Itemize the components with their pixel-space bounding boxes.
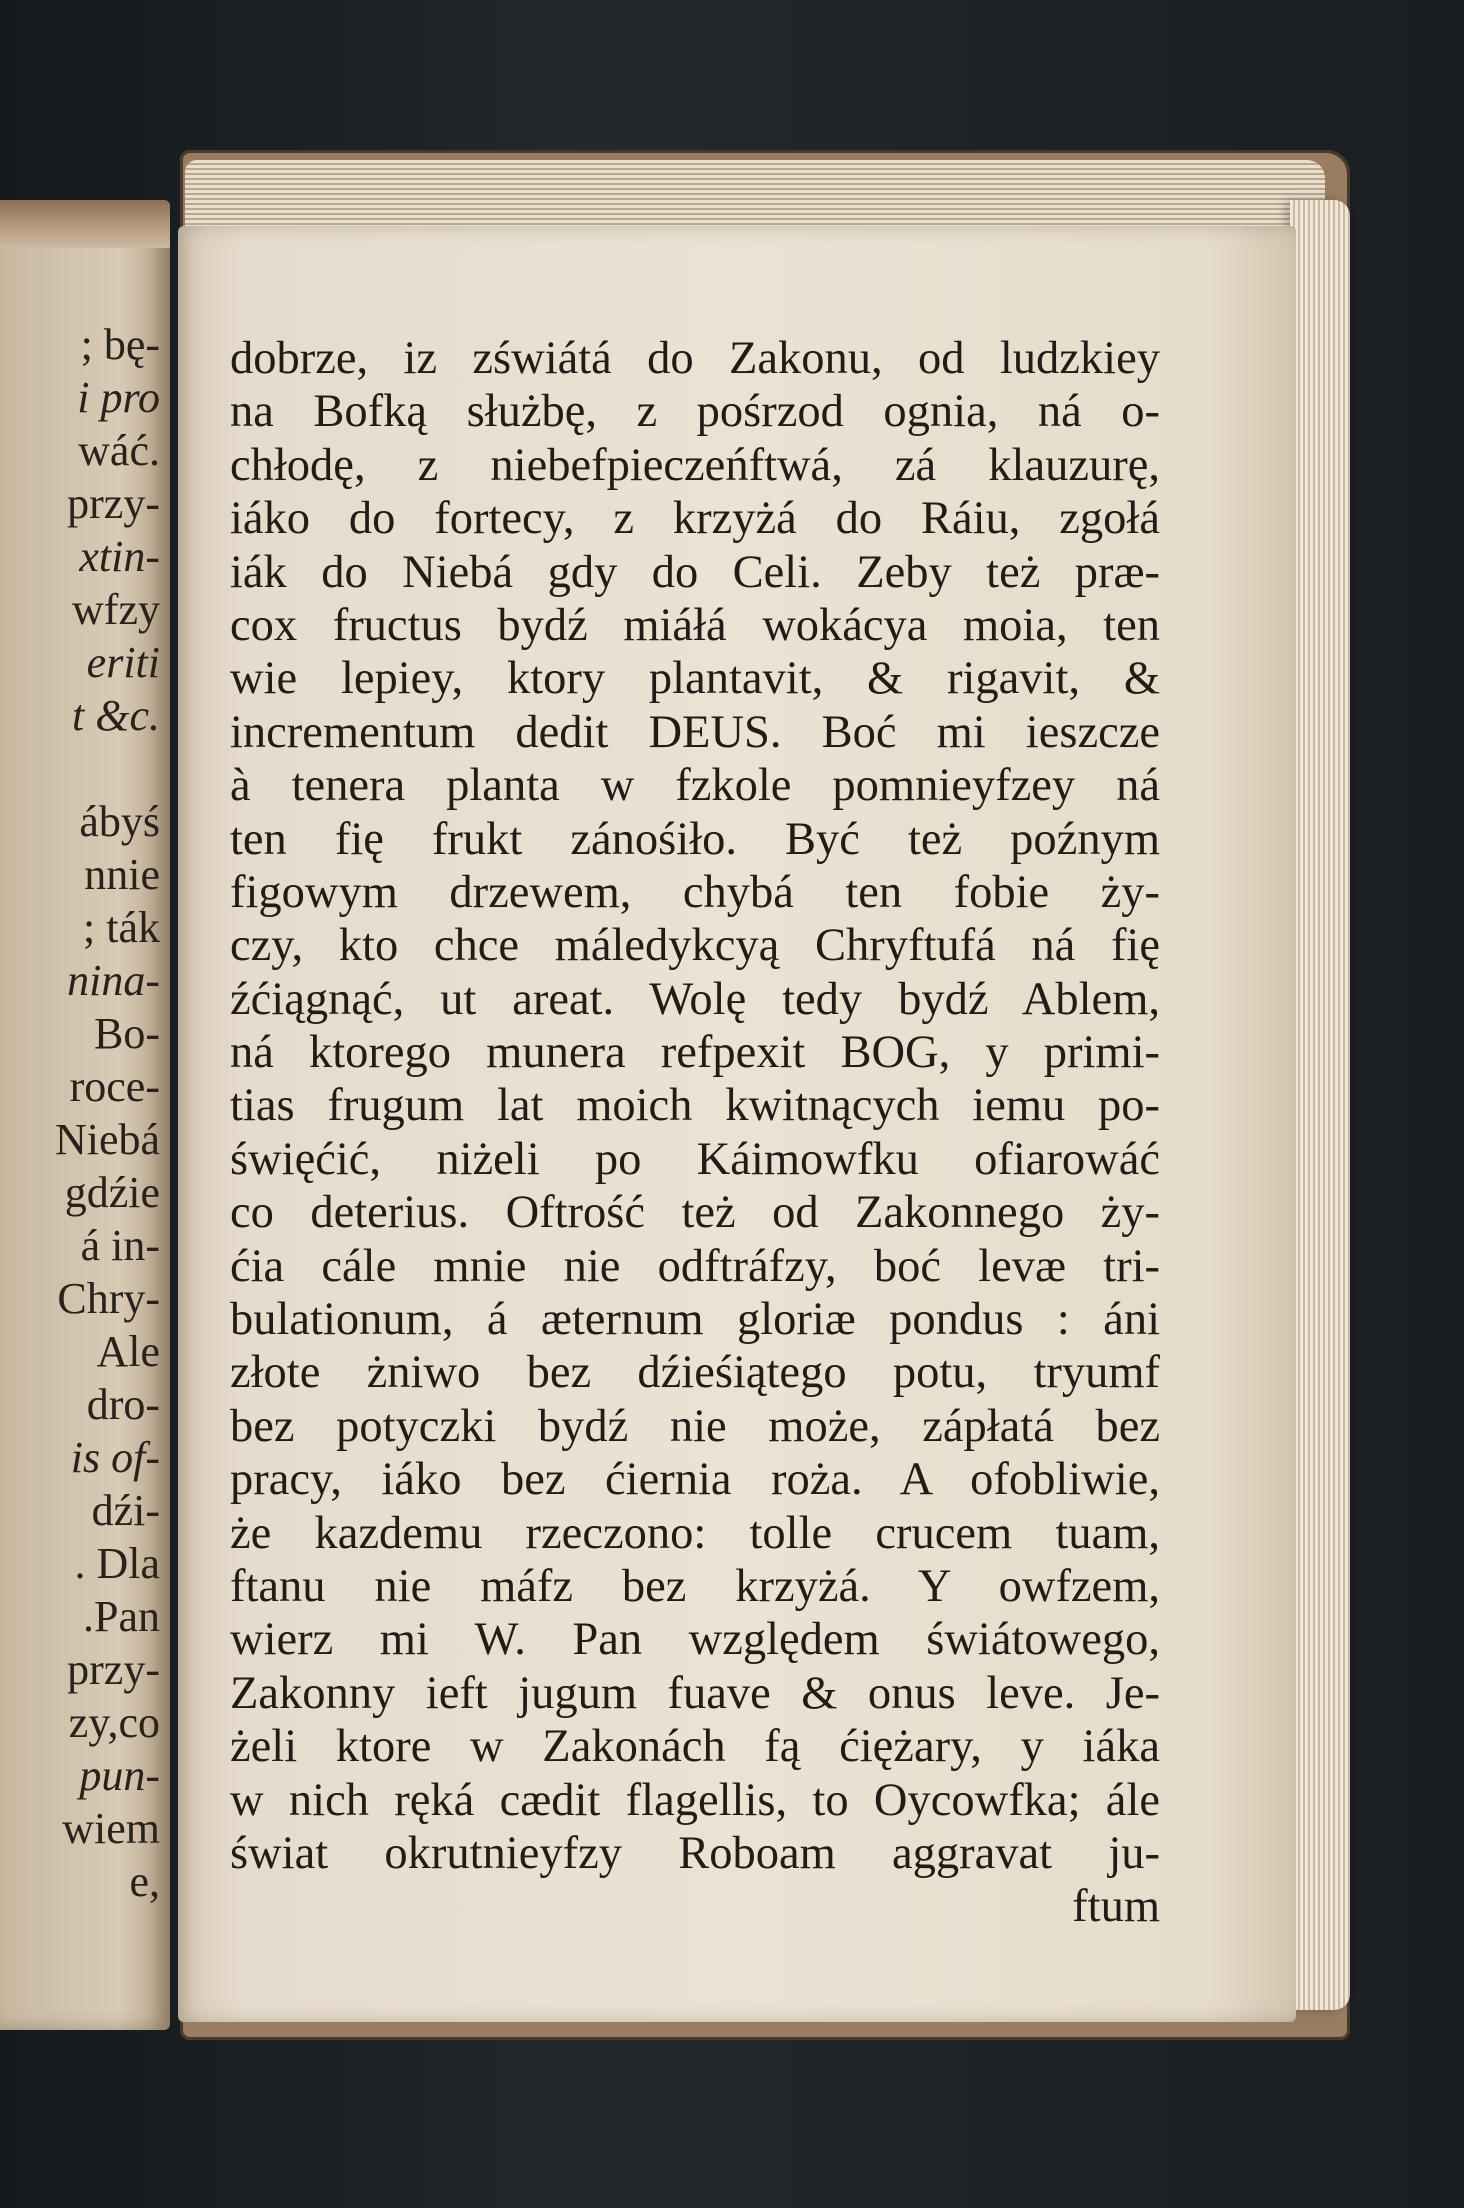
text-line: święćić, niżeli po Káimowfku ofiarowáć [230, 1133, 1160, 1185]
left-page-fragment [0, 200, 170, 2030]
text-line: złote żniwo bez dźieśiątego potu, tryumf [230, 1347, 1160, 1399]
text-line: czy, kto chce máledykcyą Chryftufá ná fię [230, 920, 1160, 972]
left-page-line: pun- [79, 1751, 160, 1800]
text-line: żeli ktore w Zakonách fą ćiężary, y iáka [230, 1721, 1160, 1773]
page-text [230, 332, 1160, 1934]
left-page-line: nina- [67, 956, 160, 1005]
text-line: w nich ręká cædit flagellis, to Oycowfka; ále [230, 1774, 1160, 1826]
left-page-line: Ale [96, 1327, 160, 1376]
text-line: chłodę, z niebefpieczeńftwá, zá klauzurę, [230, 439, 1160, 491]
text-line: bez potyczki bydź nie może, zápłatá bez [230, 1400, 1160, 1452]
page-stack-side [1290, 200, 1350, 2010]
text-line: incrementum dedit DEUS. Boć mi ieszcze [230, 706, 1160, 758]
left-page-line: przy- [67, 1645, 160, 1694]
left-page-line: wiem [62, 1804, 160, 1853]
text-line: à tenera planta w fzkole pomnieyfzey ná [230, 760, 1160, 812]
text-line: cox fructus bydź miáłá wokácya moia, ten [230, 599, 1160, 651]
left-page-line: i pro [77, 373, 160, 422]
text-line: ftanu nie máfz bez krzyżá. Y owfzem, [230, 1560, 1160, 1612]
left-page-line: Chry- [57, 1274, 160, 1323]
text-line: źćiągnąć, ut areat. Wolę tedy bydź Ablem, [230, 973, 1160, 1025]
left-page-line: ; bę- [80, 320, 160, 369]
catchword: ftum [1072, 1881, 1160, 1933]
left-page-line: roce- [69, 1062, 160, 1111]
left-page-line: eriti [86, 638, 160, 687]
left-page-line: .Pan [83, 1592, 160, 1641]
left-page-line: t &c. [72, 691, 160, 740]
left-page-line: Niebá [54, 1115, 160, 1164]
text-line: wie lepiey, ktory plantavit, & rigavit, & [230, 653, 1160, 705]
left-page-line: wáć. [78, 426, 160, 475]
page-stack-top [185, 160, 1325, 230]
text-line: bulationum, á æternum gloriæ pondus : áni [230, 1294, 1160, 1346]
left-page-line: gdźie [64, 1168, 160, 1217]
text-line: iáko do fortecy, z krzyżá do Ráiu, zgołá [230, 493, 1160, 545]
left-page-line: e, [129, 1857, 160, 1906]
text-line: ten fię frukt zánośiło. Być też poźnym [230, 813, 1160, 865]
text-line: że kazdemu rzeczono: tolle crucem tuam, [230, 1507, 1160, 1559]
text-line: tias frugum lat moich kwitnących iemu po- [230, 1080, 1160, 1132]
text-line: ná ktorego munera refpexit BOG, y primi- [230, 1027, 1160, 1079]
left-page-line: . Dla [74, 1539, 160, 1588]
text-line: Zakonny ieft jugum fuave & onus leve. Je- [230, 1667, 1160, 1719]
text-line: co deterius. Oftrość też od Zakonnego ży- [230, 1187, 1160, 1239]
left-page-line: xtin- [79, 532, 160, 581]
left-page-line: nnie [84, 850, 160, 899]
text-line: na Bofką służbę, z pośrzod ognia, ná o- [230, 386, 1160, 438]
left-page-line: is of- [70, 1433, 160, 1482]
left-page-line: Bo- [94, 1009, 160, 1058]
text-line: dobrze, iz zświátá do Zakonu, od ludzkiey [230, 333, 1160, 384]
left-page-line: ; ták [83, 903, 160, 952]
text-line: pracy, iáko bez ćiernia roża. A ofobliwie, [230, 1454, 1160, 1506]
left-page-line: przy- [67, 479, 160, 528]
left-page-line: á in- [80, 1221, 160, 1270]
text-line: wierz mi W. Pan względem świátowego, [230, 1614, 1160, 1666]
text-line: ćia cále mnie nie odftráfzy, boć levæ tri- [230, 1240, 1160, 1292]
text-line: iák do Niebá gdy do Celi. Zeby też præ- [230, 546, 1160, 598]
left-page-line: dro- [86, 1380, 160, 1429]
left-page-line: wfzy [72, 585, 160, 634]
text-line: figowym drzewem, chybá ten fobie ży- [230, 866, 1160, 918]
left-page-line: zy,co [68, 1698, 160, 1747]
text-line: świat okrutnieyfzy Roboam aggravat ju- [230, 1827, 1160, 1879]
left-page-text [0, 318, 160, 1908]
left-page-line: ábyś [79, 797, 160, 846]
left-page-top-edge [0, 200, 170, 248]
left-page-line: dźi- [91, 1486, 160, 1535]
left-page-line [0, 742, 160, 795]
